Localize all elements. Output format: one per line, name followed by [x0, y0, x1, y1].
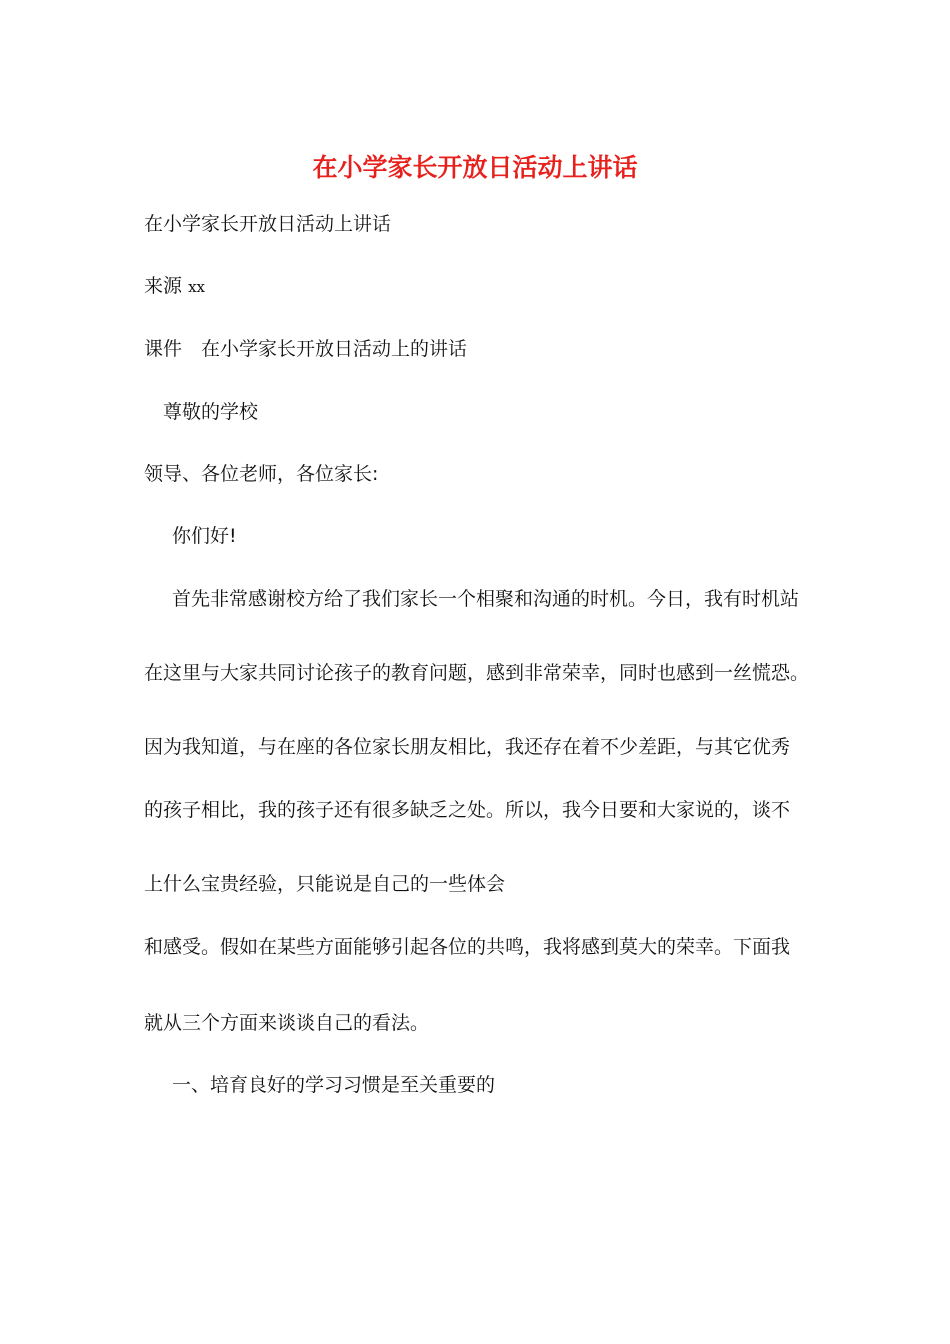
paragraph-line-1: 首先非常感谢校方给了我们家长一个相聚和沟通的时机。今日，我有时机站	[172, 588, 800, 610]
greeting-line-1: 尊敬的学校	[163, 401, 259, 423]
document-title: 在小学家长开放日活动上讲话	[312, 153, 638, 182]
paragraph-line-4: 的孩子相比，我的孩子还有很多缺乏之处。所以，我今日要和大家说的，谈不	[144, 799, 791, 821]
paragraph-line-7: 就从三个方面来谈谈自己的看法。	[144, 1012, 430, 1034]
paragraph-line-2: 在这里与大家共同讨论孩子的教育问题，感到非常荣幸，同时也感到一丝慌恐。	[144, 662, 810, 684]
source-label: 来源	[144, 275, 183, 297]
courseware-line: 课件 在小学家长开放日活动上的讲话	[144, 338, 468, 360]
paragraph-line-5: 上什么宝贵经验，只能说是自己的一些体会	[144, 873, 506, 895]
section-heading: 一、培育良好的学习习惯是至关重要的	[172, 1074, 496, 1096]
paragraph-line-6: 和感受。假如在某些方面能够引起各位的共鸣，我将感到莫大的荣幸。下面我	[144, 936, 791, 958]
paragraph-line-3: 因为我知道，与在座的各位家长朋友相比，我还存在着不少差距，与其它优秀	[144, 736, 791, 758]
document-subtitle: 在小学家长开放日活动上讲话	[144, 213, 392, 235]
hello-line: 你们好!	[172, 525, 237, 547]
source-value: xx	[188, 278, 205, 296]
greeting-line-2: 领导、各位老师，各位家长:	[144, 463, 379, 485]
source-line	[144, 273, 205, 300]
